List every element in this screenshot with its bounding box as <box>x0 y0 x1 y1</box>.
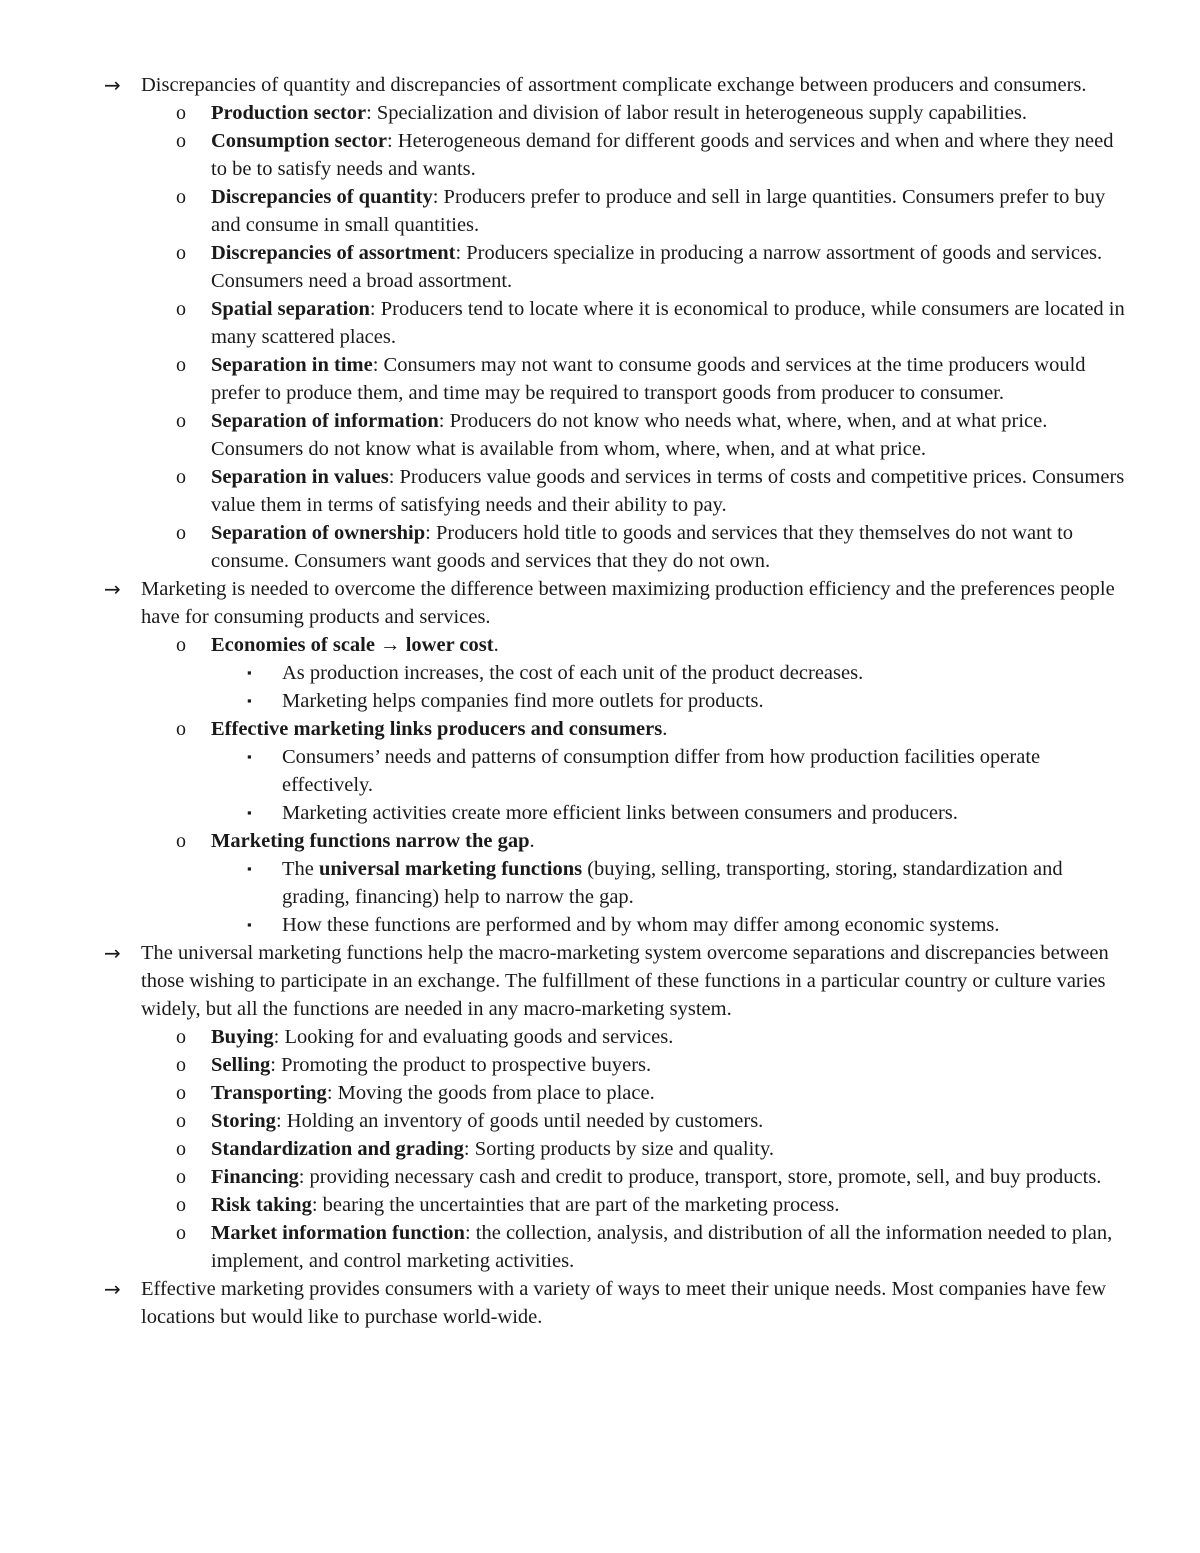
definition: : Producers do not know who needs what, where, when, and at what price. Consumers do not know what is available from whom, where, when, and at what price. <box>211 410 1048 460</box>
sub-bullet-item <box>0 631 1200 659</box>
arrow-bullet-icon: → <box>104 577 121 601</box>
term: Separation in values <box>211 466 389 488</box>
definition: : Producers value goods and services in terms of costs and competitive prices. Consumers value them in terms of satisfying needs and their ability to pay. <box>211 466 1125 516</box>
circle-bullet-icon: o <box>176 102 186 124</box>
circle-bullet-icon: o <box>176 1082 186 1104</box>
square-bullet-icon: ▪ <box>247 861 252 876</box>
square-bullet-icon: ▪ <box>247 917 252 932</box>
circle-bullet-icon: o <box>176 1026 186 1048</box>
term: universal marketing functions <box>319 858 583 880</box>
term: Separation in time <box>211 354 373 376</box>
sub-bullet-item <box>0 127 1200 183</box>
term: Storing <box>211 1110 276 1132</box>
sub-bullet-item <box>0 351 1200 407</box>
sub-bullet-item <box>0 1079 1200 1107</box>
sub-bullet-item <box>0 463 1200 519</box>
lead-text: The <box>282 858 319 880</box>
sub-bullet-item <box>0 295 1200 351</box>
sub-bullet-item <box>0 715 1200 743</box>
arrow-bullet-item <box>0 939 1200 1023</box>
definition: : Specialization and division of labor result in heterogeneous supply capabilities. <box>366 102 1028 124</box>
arrow-bullet-icon: → <box>104 1277 121 1301</box>
arrow-bullet-item <box>0 1275 1200 1331</box>
circle-bullet-icon: o <box>176 466 186 488</box>
circle-bullet-icon: o <box>176 1110 186 1132</box>
bullet-text: Discrepancies of quantity and discrepancies of assortment complicate exchange between producers and consumers. <box>141 74 1087 96</box>
circle-bullet-icon: o <box>176 354 186 376</box>
sub-bullet-item <box>0 1051 1200 1079</box>
bullet-text: As production increases, the cost of each unit of the product decreases. <box>282 662 864 684</box>
square-bullet-icon: ▪ <box>247 805 252 820</box>
circle-bullet-icon: o <box>176 186 186 208</box>
circle-bullet-icon: o <box>176 242 186 264</box>
term: Marketing functions narrow the gap <box>211 830 530 852</box>
sub-bullet-item <box>0 239 1200 295</box>
term: Risk taking <box>211 1194 312 1216</box>
term: Spatial separation <box>211 298 370 320</box>
term: Discrepancies of quantity <box>211 186 433 208</box>
term: Market information function <box>211 1222 465 1244</box>
term: Effective marketing links producers and consumers <box>211 718 663 740</box>
bullet-text: The universal marketing functions help the macro-marketing system overcome separations and discrepancies between those wishing to participate in an exchange. The fulfillment of these functions in a particular country or culture varies widely, but all the functions are needed in any macro-marketing system. <box>141 942 1109 1020</box>
square-bullet-item <box>0 799 1200 827</box>
circle-bullet-icon: o <box>176 1166 186 1188</box>
square-bullet-item <box>0 659 1200 687</box>
circle-bullet-icon: o <box>176 1138 186 1160</box>
circle-bullet-icon: o <box>176 130 186 152</box>
bullet-text: Effective marketing provides consumers with a variety of ways to meet their unique needs. Most companies have few locations but would like to purchase world-wide. <box>141 1278 1107 1328</box>
definition: : Holding an inventory of goods until needed by customers. <box>275 1110 764 1132</box>
arrow-bullet-icon: → <box>104 73 121 97</box>
term: Selling <box>211 1054 271 1076</box>
circle-bullet-icon: o <box>176 718 186 740</box>
term: Transporting <box>211 1082 327 1104</box>
definition: : Producers prefer to produce and sell in large quantities. Consumers prefer to buy and consume in small quantities. <box>211 186 1106 236</box>
sub-bullet-item <box>0 1135 1200 1163</box>
document-page <box>0 71 1200 1331</box>
arrow-bullet-item <box>0 575 1200 631</box>
bullet-text: Marketing activities create more efficient links between consumers and producers. <box>282 802 958 824</box>
sub-bullet-item <box>0 827 1200 855</box>
term: Discrepancies of assortment <box>211 242 456 264</box>
term: Financing <box>211 1166 299 1188</box>
circle-bullet-icon: o <box>176 298 186 320</box>
square-bullet-item <box>0 855 1200 911</box>
circle-bullet-icon: o <box>176 830 186 852</box>
square-bullet-item <box>0 687 1200 715</box>
circle-bullet-icon: o <box>176 634 186 656</box>
definition: : bearing the uncertainties that are part of the marketing process. <box>311 1194 840 1216</box>
circle-bullet-icon: o <box>176 1222 186 1244</box>
sub-bullet-item <box>0 407 1200 463</box>
definition: : Sorting products by size and quality. <box>463 1138 775 1160</box>
definition: : Promoting the product to prospective buyers. <box>270 1054 652 1076</box>
term: Separation of information <box>211 410 439 432</box>
definition: . <box>529 830 535 852</box>
sub-bullet-item <box>0 1163 1200 1191</box>
bullet-text: Marketing is needed to overcome the difference between maximizing production efficiency and the preferences people have for consuming products and services. <box>141 578 1115 628</box>
circle-bullet-icon: o <box>176 522 186 544</box>
square-bullet-icon: ▪ <box>247 749 252 764</box>
sub-bullet-item <box>0 1219 1200 1275</box>
sub-bullet-item <box>0 1191 1200 1219</box>
term: Consumption sector <box>211 130 387 152</box>
square-bullet-item <box>0 743 1200 799</box>
circle-bullet-icon: o <box>176 1194 186 1216</box>
definition: : Heterogeneous demand for different goods and services and when and where they need to be to satisfy needs and wants. <box>211 130 1114 180</box>
bullet-text: Consumers’ needs and patterns of consumption differ from how production facilities operate effectively. <box>282 746 1041 796</box>
arrow-bullet-item <box>0 71 1200 99</box>
sub-bullet-item <box>0 183 1200 239</box>
definition: . <box>662 718 668 740</box>
definition: : the collection, analysis, and distribution of all the information needed to plan, implement, and control marketing activities. <box>211 1222 1113 1272</box>
definition: : Moving the goods from place to place. <box>326 1082 655 1104</box>
definition: . <box>493 634 499 656</box>
definition: : Consumers may not want to consume goods and services at the time producers would prefer to produce them, and time may be required to transport goods from producer to consumer. <box>211 354 1086 404</box>
arrow-bullet-icon: → <box>104 941 121 965</box>
term: Standardization and grading <box>211 1138 464 1160</box>
definition: : Producers hold title to goods and services that they themselves do not want to consume. Consumers want goods and services that they do not own. <box>211 522 1074 572</box>
sub-bullet-item <box>0 1107 1200 1135</box>
square-bullet-icon: ▪ <box>247 693 252 708</box>
term: Production sector <box>211 102 367 124</box>
sub-bullet-item <box>0 519 1200 575</box>
term: Separation of ownership <box>211 522 426 544</box>
definition: : Producers specialize in producing a narrow assortment of goods and services. Consumers need a broad assortment. <box>211 242 1103 292</box>
sub-bullet-item <box>0 99 1200 127</box>
square-bullet-icon: ▪ <box>247 665 252 680</box>
bullet-text: Marketing helps companies find more outlets for products. <box>282 690 764 712</box>
circle-bullet-icon: o <box>176 1054 186 1076</box>
definition: : providing necessary cash and credit to produce, transport, store, promote, sell, and buy products. <box>298 1166 1102 1188</box>
definition: : Producers tend to locate where it is economical to produce, while consumers are located in many scattered places. <box>211 298 1125 348</box>
bullet-text: How these functions are performed and by whom may differ among economic systems. <box>282 914 1000 936</box>
sub-bullet-item <box>0 1023 1200 1051</box>
term: Buying <box>211 1026 274 1048</box>
term: Economies of scale → lower cost <box>211 634 494 656</box>
definition: (buying, selling, transporting, storing, standardization and grading, financing) help to narrow the gap. <box>282 858 1063 908</box>
definition: : Looking for and evaluating goods and services. <box>273 1026 674 1048</box>
square-bullet-item <box>0 911 1200 939</box>
circle-bullet-icon: o <box>176 410 186 432</box>
